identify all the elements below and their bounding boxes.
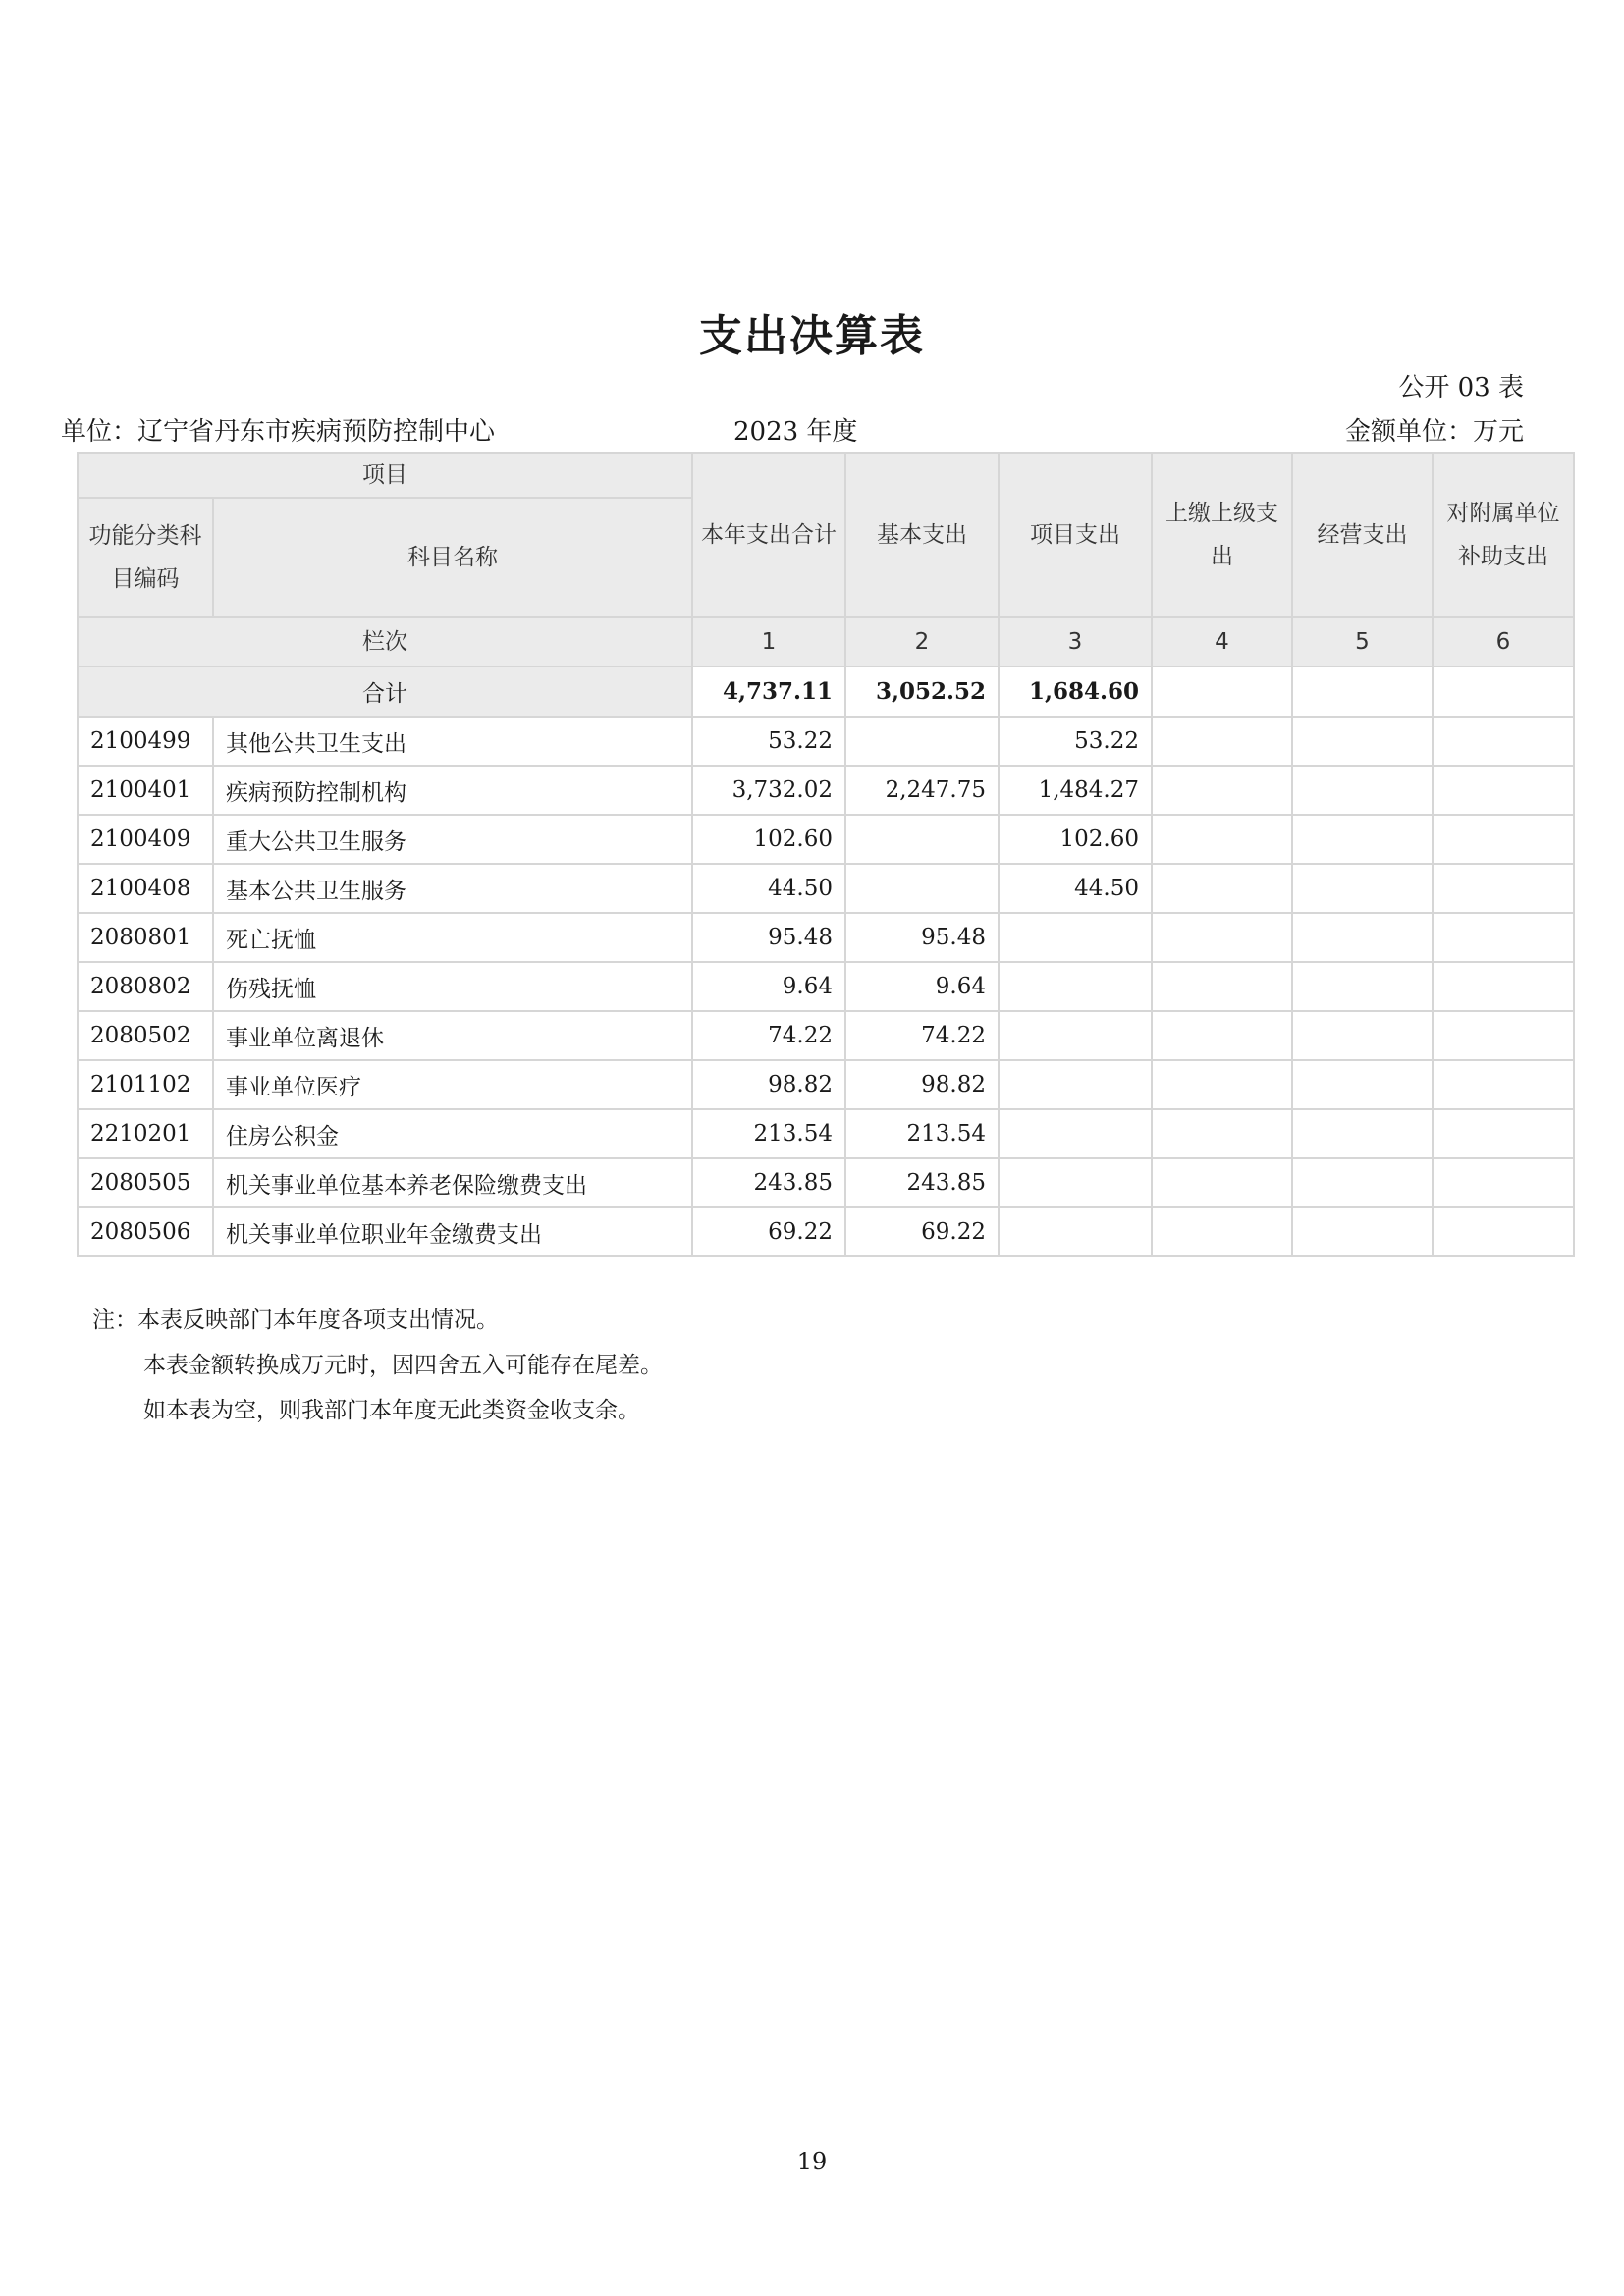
amount-cell	[1152, 962, 1292, 1011]
table-row	[78, 717, 1574, 766]
total-cell	[1292, 667, 1433, 717]
amount-cell: 213.54	[692, 1109, 845, 1158]
col-header-basic: 基本支出	[845, 453, 999, 617]
table-row	[78, 962, 1574, 1011]
amount-cell	[1433, 815, 1574, 864]
amount-cell	[1292, 1158, 1433, 1207]
total-cell: 1,684.60	[999, 667, 1152, 717]
column-number: 2	[845, 617, 999, 667]
amount-cell	[1433, 1158, 1574, 1207]
amount-cell	[1152, 1011, 1292, 1060]
expenditure-table	[77, 452, 1575, 1257]
amount-cell	[1152, 717, 1292, 766]
subject-name-cell: 疾病预防控制机构	[213, 766, 692, 815]
amount-cell	[1433, 1109, 1574, 1158]
amount-cell	[999, 1060, 1152, 1109]
func-code-cell: 2100409	[78, 815, 213, 864]
column-number: 4	[1152, 617, 1292, 667]
page-title: 支出决算表	[699, 311, 925, 361]
amount-cell	[1433, 717, 1574, 766]
table-row	[78, 1109, 1574, 1158]
amount-cell: 243.85	[692, 1158, 845, 1207]
amount-cell	[1292, 717, 1433, 766]
func-code-cell: 2100499	[78, 717, 213, 766]
amount-cell	[1152, 766, 1292, 815]
subject-name-cell: 住房公积金	[213, 1109, 692, 1158]
column-number: 6	[1433, 617, 1574, 667]
total-cell	[1152, 667, 1292, 717]
amount-cell: 74.22	[692, 1011, 845, 1060]
func-code-cell: 2080801	[78, 913, 213, 962]
amount-cell: 69.22	[692, 1207, 845, 1256]
year-label: 2023 年度	[733, 417, 858, 447]
total-row	[78, 667, 1574, 717]
col-header-project: 项目支出	[999, 453, 1152, 617]
func-code-cell: 2100401	[78, 766, 213, 815]
amount-cell	[999, 1011, 1152, 1060]
amount-cell: 98.82	[692, 1060, 845, 1109]
subject-name-cell: 事业单位医疗	[213, 1060, 692, 1109]
subject-name-header: 科目名称	[213, 498, 692, 617]
func-code-cell: 2080802	[78, 962, 213, 1011]
table-row	[78, 1158, 1574, 1207]
amount-cell: 243.85	[845, 1158, 999, 1207]
total-label: 合计	[78, 667, 692, 717]
table-row	[78, 1060, 1574, 1109]
form-number: 公开 03 表	[1398, 373, 1524, 402]
total-cell: 4,737.11	[692, 667, 845, 717]
column-number-label: 栏次	[78, 617, 692, 667]
amount-cell: 95.48	[692, 913, 845, 962]
column-number: 3	[999, 617, 1152, 667]
func-code-cell: 2100408	[78, 864, 213, 913]
amount-cell	[999, 913, 1152, 962]
amount-cell	[1433, 1207, 1574, 1256]
table-row	[78, 1011, 1574, 1060]
col-header-total: 本年支出合计	[692, 453, 845, 617]
amount-cell	[845, 864, 999, 913]
page-number: 19	[796, 2148, 828, 2175]
note-line: 如本表为空，则我部门本年度无此类资金收支余。	[143, 1398, 640, 1423]
amount-cell: 74.22	[845, 1011, 999, 1060]
amount-cell	[1433, 864, 1574, 913]
amount-cell	[1292, 1011, 1433, 1060]
col-header-operating: 经营支出	[1292, 453, 1433, 617]
amount-cell	[1292, 913, 1433, 962]
table-row	[78, 815, 1574, 864]
subject-name-cell: 机关事业单位基本养老保险缴费支出	[213, 1158, 692, 1207]
amount-cell	[1433, 962, 1574, 1011]
subject-name-cell: 死亡抚恤	[213, 913, 692, 962]
amount-cell: 102.60	[999, 815, 1152, 864]
table-row	[78, 864, 1574, 913]
unit-label: 单位：辽宁省丹东市疾病预防控制中心	[61, 417, 496, 447]
amount-cell	[999, 1207, 1152, 1256]
table-row	[78, 1207, 1574, 1256]
amount-cell: 9.64	[692, 962, 845, 1011]
amount-cell: 213.54	[845, 1109, 999, 1158]
amount-cell	[1292, 1109, 1433, 1158]
column-number: 1	[692, 617, 845, 667]
amount-cell	[1292, 1060, 1433, 1109]
amount-cell: 102.60	[692, 815, 845, 864]
amount-cell	[1152, 864, 1292, 913]
func-code-cell: 2080506	[78, 1207, 213, 1256]
amount-cell: 69.22	[845, 1207, 999, 1256]
amount-cell: 53.22	[692, 717, 845, 766]
col-header-remit: 上缴上级支出	[1152, 453, 1292, 617]
amount-cell	[1292, 766, 1433, 815]
subject-name-cell: 事业单位离退休	[213, 1011, 692, 1060]
func-code-cell: 2080505	[78, 1158, 213, 1207]
money-unit-label: 金额单位：万元	[1344, 417, 1524, 447]
total-cell	[1433, 667, 1574, 717]
amount-cell: 3,732.02	[692, 766, 845, 815]
subject-name-cell: 重大公共卫生服务	[213, 815, 692, 864]
meta-row	[61, 411, 1524, 447]
amount-cell: 1,484.27	[999, 766, 1152, 815]
func-code-header: 功能分类科目编码	[78, 498, 213, 617]
project-header: 项目	[78, 453, 692, 498]
amount-cell	[1152, 1109, 1292, 1158]
amount-cell: 98.82	[845, 1060, 999, 1109]
subject-name-cell: 其他公共卫生支出	[213, 717, 692, 766]
total-cell: 3,052.52	[845, 667, 999, 717]
amount-cell: 95.48	[845, 913, 999, 962]
amount-cell	[1152, 1207, 1292, 1256]
amount-cell: 53.22	[999, 717, 1152, 766]
amount-cell	[1152, 1158, 1292, 1207]
col-header-subsidy: 对附属单位补助支出	[1433, 453, 1574, 617]
amount-cell	[999, 962, 1152, 1011]
func-code-cell: 2101102	[78, 1060, 213, 1109]
amount-cell	[845, 717, 999, 766]
amount-cell	[845, 815, 999, 864]
amount-cell	[1152, 815, 1292, 864]
note-line: 本表金额转换成万元时，因四舍五入可能存在尾差。	[143, 1353, 663, 1378]
amount-cell	[1292, 815, 1433, 864]
table-notes	[92, 1298, 663, 1433]
note-line: 注：本表反映部门本年度各项支出情况。	[92, 1308, 499, 1333]
subject-name-cell: 机关事业单位职业年金缴费支出	[213, 1207, 692, 1256]
subject-name-cell: 基本公共卫生服务	[213, 864, 692, 913]
amount-cell: 9.64	[845, 962, 999, 1011]
amount-cell	[1433, 1060, 1574, 1109]
func-code-cell: 2210201	[78, 1109, 213, 1158]
amount-cell	[1292, 962, 1433, 1011]
table-row	[78, 913, 1574, 962]
amount-cell	[1433, 913, 1574, 962]
amount-cell	[1152, 1060, 1292, 1109]
amount-cell	[999, 1158, 1152, 1207]
table-row	[78, 766, 1574, 815]
amount-cell: 44.50	[999, 864, 1152, 913]
amount-cell	[1292, 864, 1433, 913]
amount-cell	[1292, 1207, 1433, 1256]
amount-cell	[1152, 913, 1292, 962]
amount-cell: 44.50	[692, 864, 845, 913]
amount-cell	[1433, 1011, 1574, 1060]
func-code-cell: 2080502	[78, 1011, 213, 1060]
column-number: 5	[1292, 617, 1433, 667]
amount-cell	[999, 1109, 1152, 1158]
amount-cell	[1433, 766, 1574, 815]
subject-name-cell: 伤残抚恤	[213, 962, 692, 1011]
amount-cell: 2,247.75	[845, 766, 999, 815]
